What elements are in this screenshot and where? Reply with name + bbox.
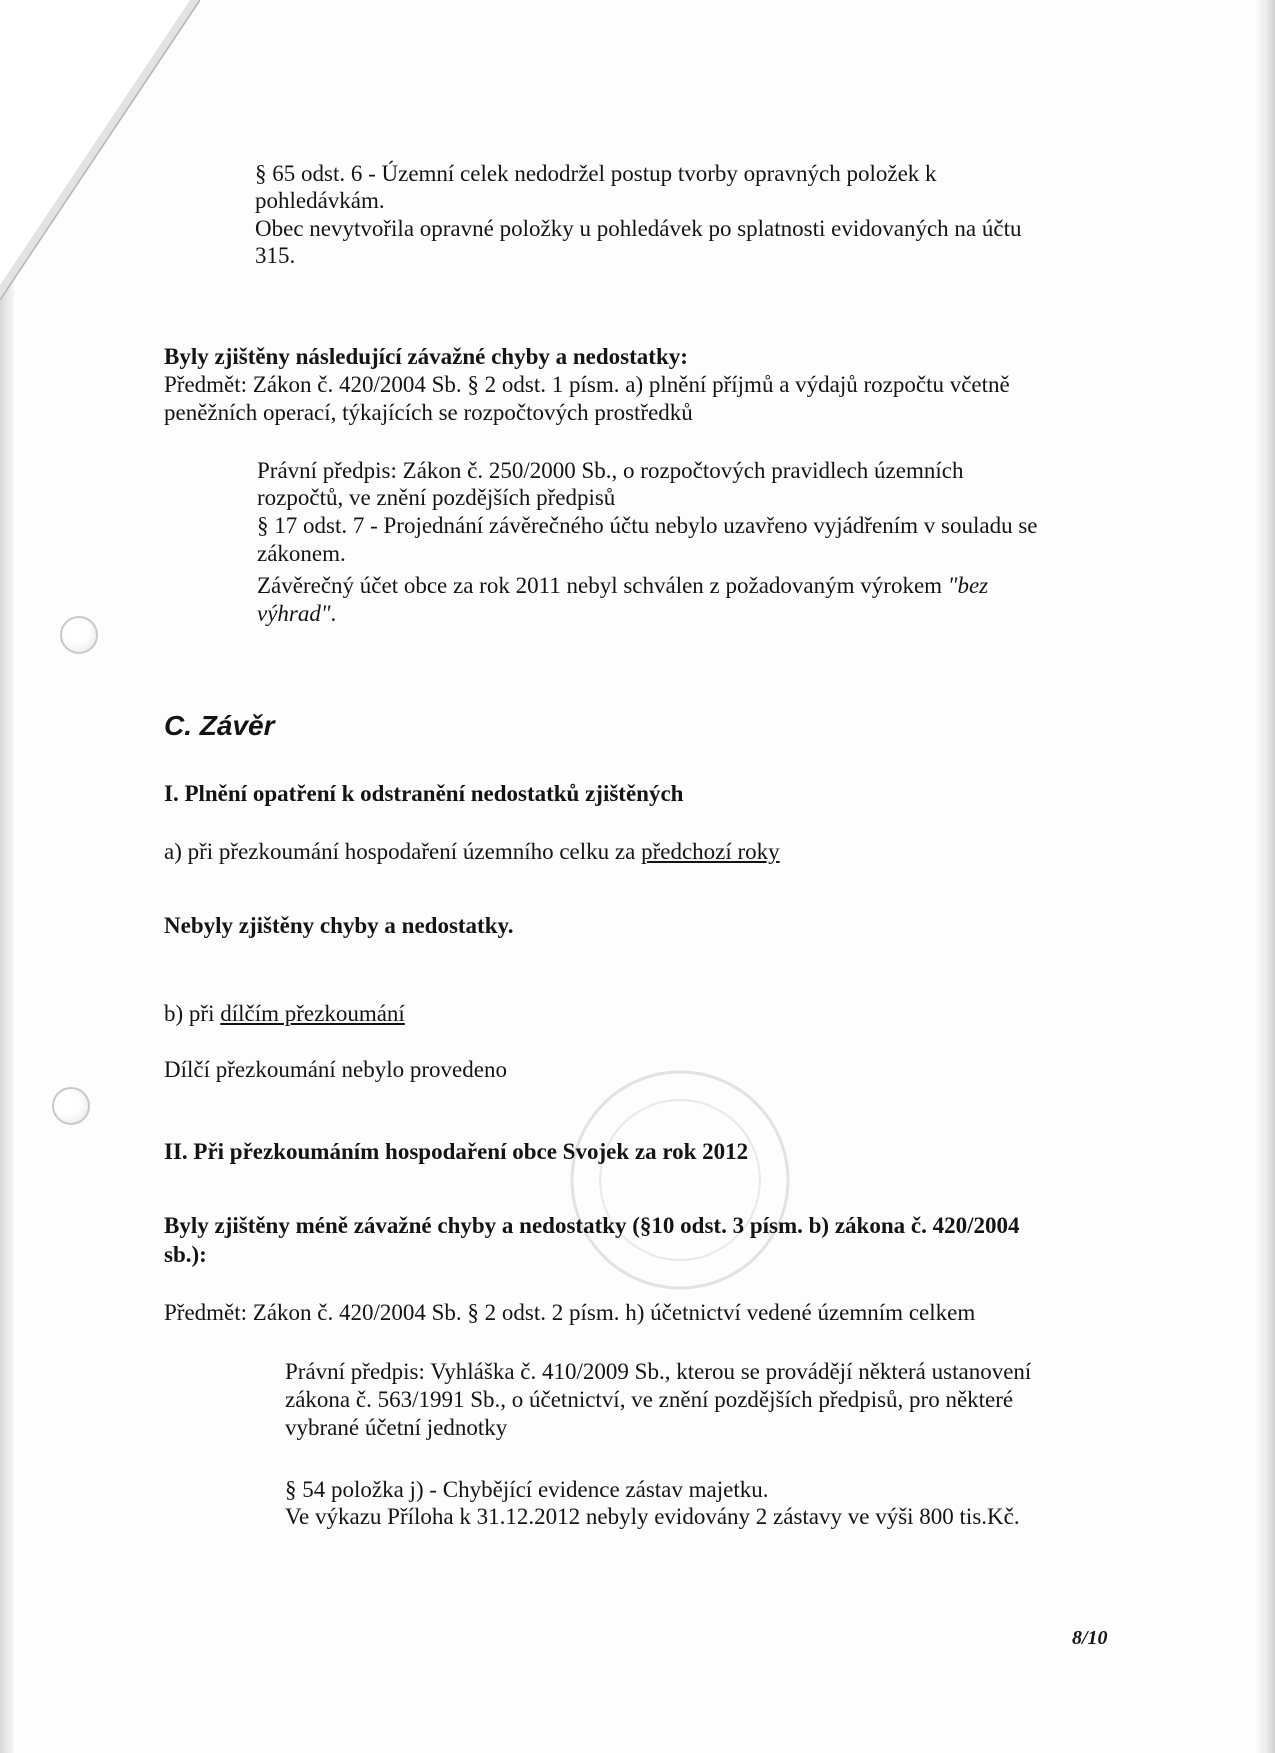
part2-legal-line1: Právní předpis: Vyhláška č. 410/2009 Sb., kterou se provádějí některá ustanovení — [285, 1359, 1032, 1384]
item-65-desc-line2: 315. — [255, 243, 296, 268]
part2-finding-line1: Byly zjištěny méně závažné chyby a nedostatky (§10 odst. 3 písm. b) zákona č. 420/2004 — [164, 1213, 1020, 1238]
part2-item-54: § 54 položka j) - Chybějící evidence zástav majetku. — [285, 1477, 769, 1502]
punch-hole — [60, 616, 98, 654]
part2-heading: II. Při přezkoumáním hospodaření obce Svojek za rok 2012 — [164, 1139, 749, 1164]
item-17-line2: zákonem. — [257, 541, 346, 566]
part2-legal-line3: vybrané účetní jednotky — [285, 1415, 508, 1440]
item-17-desc-period: . — [330, 601, 337, 626]
scan-right-edge — [1253, 0, 1275, 1753]
part1-b — [164, 1000, 1124, 1027]
serious-findings-heading: Byly zjištěny následující závažné chyby a nedostatky: — [164, 344, 688, 369]
item-65-desc-line1: Obec nevytvořila opravné položky u pohledávek po splatnosti evidovaných na účtu — [255, 216, 1022, 241]
punch-hole — [52, 1087, 90, 1125]
part1-a-underlined: předchozí roky — [641, 839, 780, 864]
part1-heading: I. Plnění opatření k odstranění nedostatků zjištěných — [164, 781, 684, 806]
item-65-line2: pohledávkám. — [255, 188, 385, 213]
item-65-line1: § 65 odst. 6 - Územní celek nedodržel postup tvorby opravných položek k — [255, 161, 937, 186]
item-17-line1: § 17 odst. 7 - Projednání závěrečného účtu nebylo uzavřeno vyjádřením v souladu se — [257, 513, 1038, 538]
legal-basis-line1: Právní předpis: Zákon č. 250/2000 Sb., o rozpočtových pravidlech územních — [257, 458, 964, 483]
part2-finding-line2: sb.): — [164, 1242, 207, 1267]
item-17-desc-line1 — [257, 572, 1113, 599]
part1-a-result: Nebyly zjištěny chyby a nedostatky. — [164, 913, 514, 938]
part2-item-54-desc: Ve výkazu Příloha k 31.12.2012 nebyly evidovány 2 zástavy ve výši 800 tis.Kč. — [285, 1504, 1020, 1529]
part1-a-prefix: a) při přezkoumání hospodaření územního celku za — [164, 839, 642, 864]
part1-b-underlined: dílčím přezkoumání — [220, 1001, 405, 1026]
part1-b-prefix: b) při — [164, 1001, 221, 1026]
legal-basis-line2: rozpočtů, ve znění pozdějších předpisů — [257, 485, 616, 510]
part1-a — [164, 838, 1124, 865]
section-c-heading: C. Závěr — [164, 710, 275, 741]
part1-b-result: Dílčí přezkoumání nebylo provedeno — [164, 1057, 507, 1082]
item-17-desc-quote-end: výhrad" — [257, 601, 331, 626]
subject-line1: Předmět: Zákon č. 420/2004 Sb. § 2 odst. 1 písm. a) plnění příjmů a výdajů rozpočtu včetně — [164, 372, 1010, 397]
page-number: 8/10 — [1072, 1627, 1108, 1649]
part2-subject: Předmět: Zákon č. 420/2004 Sb. § 2 odst. 2 písm. h) účetnictví vedené územním celkem — [164, 1300, 976, 1325]
item-17-desc-quote-start: "bez — [947, 573, 989, 598]
part2-legal-line2: zákona č. 563/1991 Sb., o účetnictví, ve znění pozdějších předpisů, pro některé — [285, 1387, 1014, 1412]
item-17-desc-line2 — [257, 600, 1113, 627]
scan-corner-fold — [0, 0, 200, 300]
subject-line2: peněžních operací, týkajících se rozpočtových prostředků — [164, 400, 693, 425]
item-17-desc-text: Závěrečný účet obce za rok 2011 nebyl schválen z požadovaným výrokem — [257, 573, 948, 598]
